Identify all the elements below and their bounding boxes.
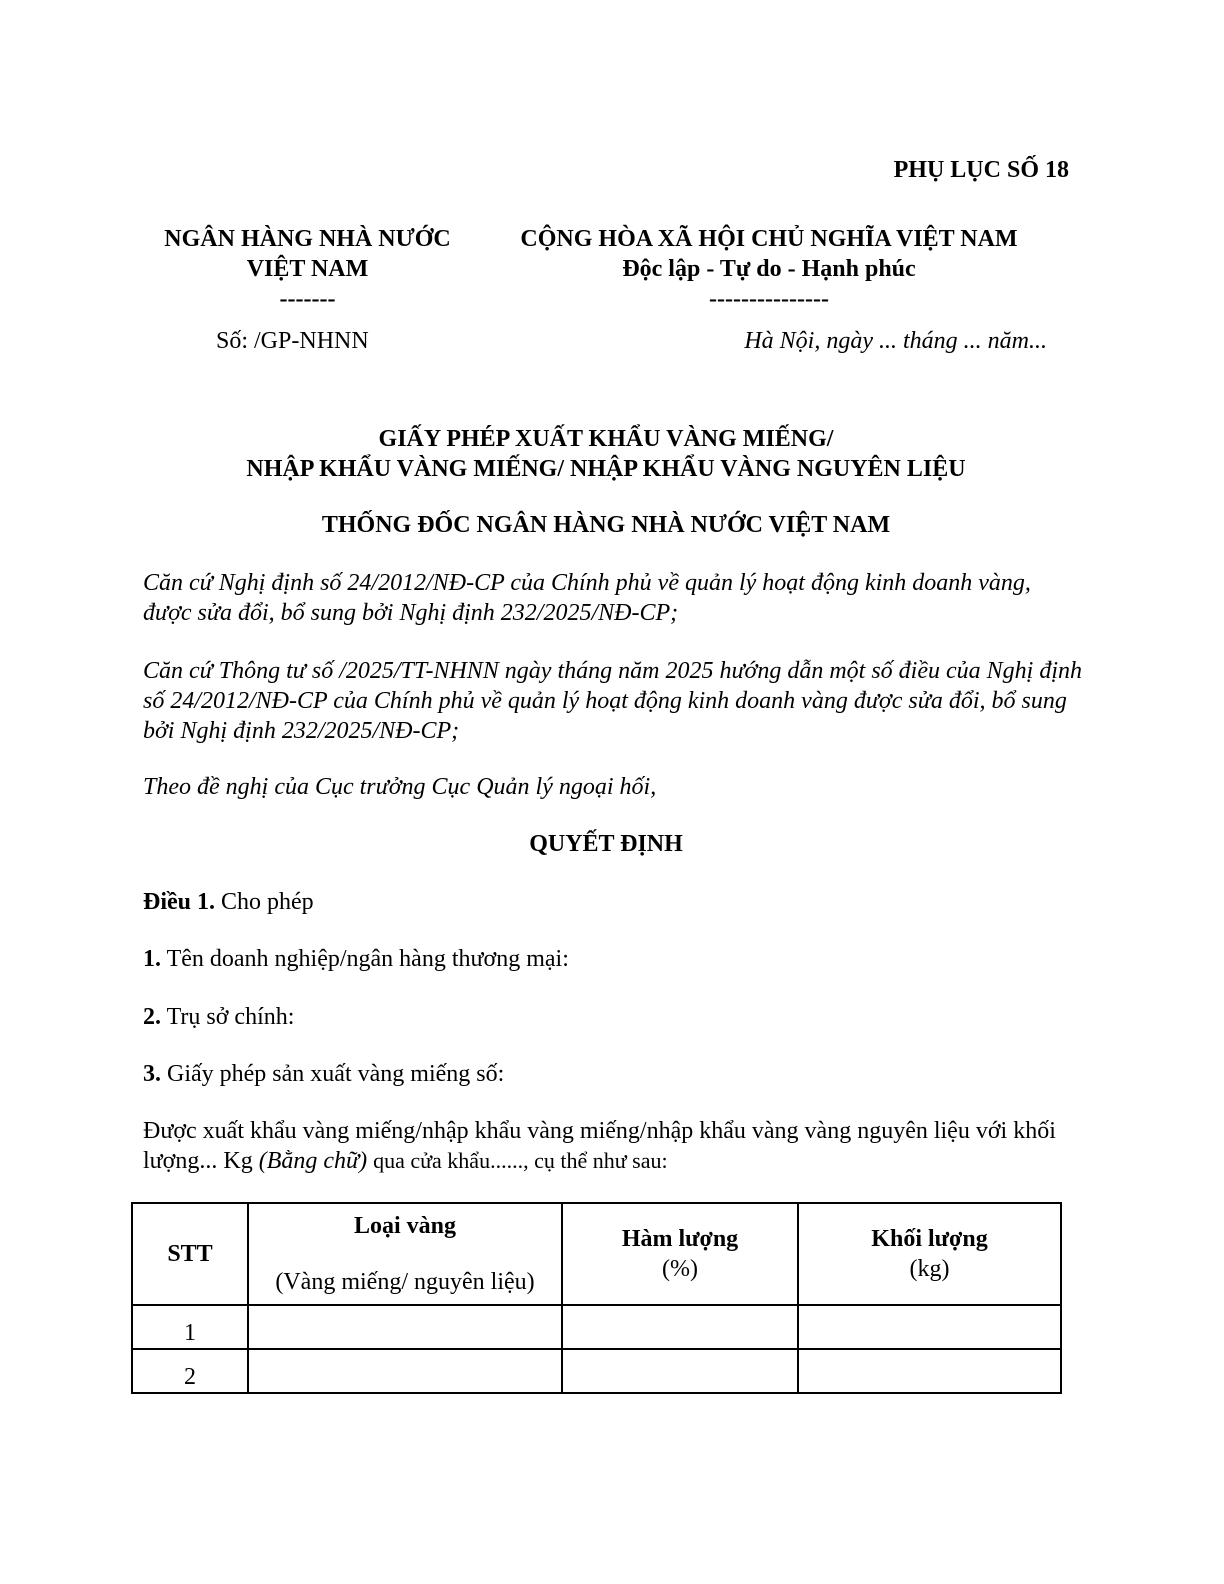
header-gold-type bbox=[248, 1203, 562, 1305]
article-1-label: Điều 1. bbox=[143, 889, 215, 915]
item-text: Trụ sở chính: bbox=[166, 1004, 295, 1030]
header-stt-label: STT bbox=[167, 1241, 213, 1267]
permit-text-italic: (Bằng chữ) bbox=[258, 1148, 368, 1174]
cell-weight bbox=[798, 1305, 1061, 1349]
header-weight-title: Khối lượng bbox=[871, 1226, 988, 1252]
list-item bbox=[143, 1059, 1083, 1089]
header-gold-type-sub: (Vàng miếng/ nguyên liệu) bbox=[275, 1269, 535, 1295]
header-content-unit: (%) bbox=[662, 1256, 698, 1282]
cell-gold-type bbox=[248, 1305, 562, 1349]
document-number: Số: /GP-NHNN bbox=[216, 328, 369, 354]
agency-rule: ------- bbox=[279, 286, 336, 312]
item-text: Giấy phép sản xuất vàng miếng số: bbox=[167, 1061, 505, 1087]
legal-basis-2: Căn cứ Thông tư số /2025/TT-NHNN ngày tháng năm 2025 hướng dẫn một số điều của Nghị định số 24/2012/NĐ-CP của Chính phủ về quản lý hoạt động kinh doanh vàng được sửa đổi, bổ sung bởi Nghị định 232/2025/NĐ-CP; bbox=[143, 658, 1082, 744]
annex-label: PHỤ LỤC SỐ 18 bbox=[893, 157, 1069, 183]
header-content-title: Hàm lượng bbox=[621, 1226, 739, 1252]
place-date: Hà Nội, ngày ... tháng ... năm... bbox=[744, 328, 1047, 354]
header-gold-type-title: Loại vàng bbox=[353, 1213, 457, 1239]
permit-text-part2: qua cửa khẩu......, cụ thể như sau: bbox=[373, 1148, 668, 1173]
cell-gold-type bbox=[248, 1349, 562, 1393]
item-number: 3. bbox=[143, 1061, 161, 1087]
article-1-text: Cho phép bbox=[221, 889, 314, 915]
header-weight-unit: (kg) bbox=[909, 1256, 950, 1282]
legal-basis-1: Căn cứ Nghị định số 24/2012/NĐ-CP của Chính phủ về quản lý hoạt động kinh doanh vàng, được sửa đổi, bổ sung bởi Nghị định 232/2025/NĐ-CP; bbox=[143, 570, 1031, 626]
table-row bbox=[132, 1349, 1061, 1393]
national-header bbox=[488, 224, 1050, 314]
article-1 bbox=[143, 887, 1083, 917]
item-text: Tên doanh nghiệp/ngân hàng thương mại: bbox=[166, 946, 569, 972]
cell-content bbox=[562, 1305, 798, 1349]
nation-rule: --------------- bbox=[709, 286, 829, 312]
title-line1: GIẤY PHÉP XUẤT KHẨU VÀNG MIẾNG/ bbox=[378, 426, 834, 452]
nation-motto: Độc lập - Tự do - Hạnh phúc bbox=[622, 256, 916, 282]
gold-table bbox=[131, 1202, 1062, 1394]
issuing-agency bbox=[145, 224, 470, 314]
title-line2: NHẬP KHẨU VÀNG MIẾNG/ NHẬP KHẨU VÀNG NGUYÊN LIỆU bbox=[246, 456, 966, 482]
table-row bbox=[132, 1305, 1061, 1349]
permit-text bbox=[143, 1116, 1083, 1176]
permit-text-part1: Được xuất khẩu vàng miếng/nhập khẩu vàng miếng/nhập khẩu vàng vàng nguyên liệu với khối lượng... Kg bbox=[143, 1118, 1056, 1174]
cell-stt: 1 bbox=[132, 1305, 248, 1349]
item-number: 2. bbox=[143, 1004, 161, 1030]
item-number: 1. bbox=[143, 946, 161, 972]
issuer-title: THỐNG ĐỐC NGÂN HÀNG NHÀ NƯỚC VIỆT NAM bbox=[321, 512, 891, 538]
cell-content bbox=[562, 1349, 798, 1393]
decision-heading: QUYẾT ĐỊNH bbox=[529, 831, 683, 857]
nation-line1: CỘNG HÒA XÃ HỘI CHỦ NGHĨA VIỆT NAM bbox=[520, 226, 1018, 252]
list-item bbox=[143, 1002, 1083, 1032]
legal-basis-3: Theo đề nghị của Cục trưởng Cục Quản lý ngoại hối, bbox=[143, 774, 657, 800]
header-stt bbox=[132, 1203, 248, 1305]
list-item bbox=[143, 944, 1083, 974]
cell-weight bbox=[798, 1349, 1061, 1393]
table-header-row bbox=[132, 1203, 1061, 1305]
agency-line2: VIỆT NAM bbox=[246, 256, 369, 282]
header-weight bbox=[798, 1203, 1061, 1305]
agency-line1: NGÂN HÀNG NHÀ NƯỚC bbox=[164, 226, 451, 252]
document-title bbox=[130, 424, 1082, 484]
cell-stt: 2 bbox=[132, 1349, 248, 1393]
header-content bbox=[562, 1203, 798, 1305]
